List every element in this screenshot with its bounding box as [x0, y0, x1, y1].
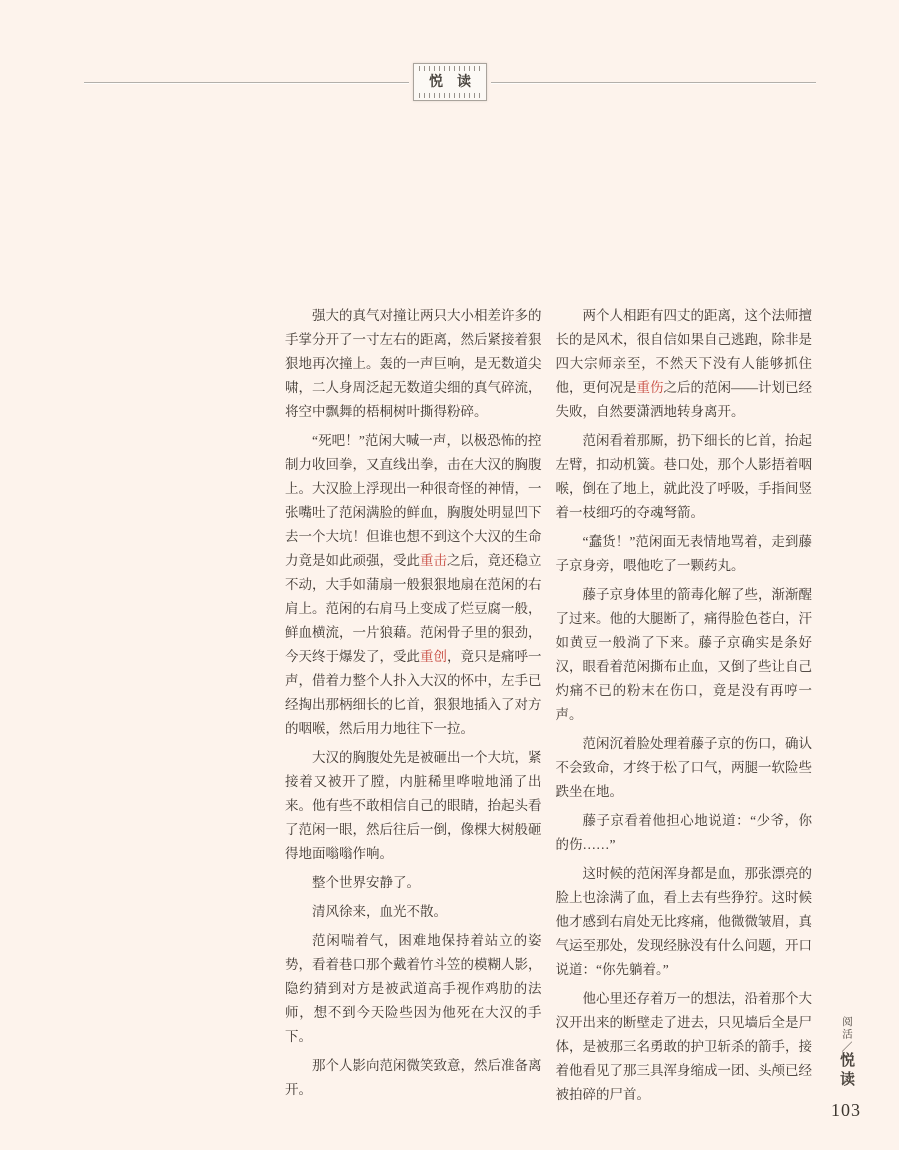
paragraph: 整个世界安静了。: [312, 875, 420, 890]
paragraph: 藤子京看着他担心地说道：“少爷，你的伤……”: [555, 813, 812, 852]
paragraph: 两个人相距有四丈的距离，这个法师擅长的是风术，很自信如果自己逃跑，除非是四大宗师亲至，不然天下没有人能够抓住他，更何况是重伤之后的范闲——计划已经失败，自然要潇洒地转身离开。: [555, 308, 812, 419]
page-header: [84, 62, 816, 102]
paragraph: 范闲喘着气，困难地保持着站立的姿势，看着巷口那个戴着竹斗笠的模糊人影，隐约猜到对方是被武道高手视作鸡肋的法师，想不到今天险些因为他死在大汉的手下。: [285, 933, 542, 1044]
paragraph: 他心里还存着万一的想法，沿着那个大汉开出来的断壁走了进去，只见墙后全是尸体，是被那三名勇敢的护卫斩杀的箭手，接着他看见了那三具浑身缩成一团、头颅已经被拍碎的尸首。: [555, 991, 812, 1102]
paragraph: 大汉的胸腹处先是被砸出一个大坑，紧接着又被开了膛，内脏稀里哗啦地涌了出来。他有些不敢相信自己的眼睛，抬起头看了范闲一眼，然后往后一倒，像棵大树般砸得地面嗡嗡作响。: [285, 750, 542, 861]
seal-stitch-bottom: [419, 93, 481, 98]
paragraph: 范闲沉着脸处理着藤子京的伤口，确认不会致命，才终于松了口气，两腿一软险些跌坐在地。: [555, 736, 812, 799]
text-column-left: [285, 304, 542, 1112]
category-separator: ／: [840, 1041, 852, 1052]
paragraph: “蠢货！”范闲面无表情地骂着，走到藤子京身旁，喂他吃了一颗药丸。: [555, 534, 812, 573]
paragraph: 清风徐来，血光不散。: [312, 904, 447, 919]
section-seal-label: 悦读: [429, 74, 485, 90]
paragraph: 那个人影向范闲微笑致意，然后准备离开。: [285, 1058, 542, 1097]
seal-stitch-top: [419, 66, 481, 71]
paragraph: 这时候的范闲浑身都是血，那张漂亮的脸上也涂满了血，看上去有些狰狞。这时候他才感到右肩处无比疼痛，他微微皱眉，真气运至那处，发现经脉没有什么问题，开口说道：“你先躺着。”: [555, 866, 812, 977]
article-body: [285, 304, 812, 1112]
category-small-label: 阅活: [841, 1016, 852, 1041]
page-number: 103: [831, 1100, 861, 1120]
paragraph: 藤子京身体里的箭毒化解了些，渐渐醒了过来。他的大腿断了，痛得脸色苍白，汗如黄豆一般淌了下来。藤子京确实是条好汉，眼看着范闲撕布止血，又倒了些让自己灼痛不已的粉末在伤口，竟是没有再哼一声。: [555, 587, 812, 722]
paragraph: 强大的真气对撞让两只大小相差许多的手掌分开了一寸左右的距离，然后紧接着狠狠地再次撞上。轰的一声巨响，是无数道尖啸，二人身周泛起无数道尖细的真气碎流，将空中飘舞的梧桐树叶撕得粉碎。: [285, 308, 542, 419]
highlighted-term: 重击: [420, 553, 447, 568]
section-seal-stamp: [413, 63, 487, 101]
highlighted-term: 重创: [420, 649, 447, 664]
header-rule-left: [84, 82, 409, 83]
highlighted-term: 重伤: [636, 380, 664, 395]
page-margin-info: [833, 1016, 859, 1121]
paragraph: “死吧！”范闲大喊一声，以极恐怖的控制力收回拳，又直线出拳，击在大汉的胸腹上。大汉脸上浮现出一种很奇怪的神情，一张嘴吐了范闲满脸的鲜血，胸腹处明显凹下去一个大坑！但谁也想不到这个大汉的生命力竟是如此顽强，受此重击之后，竟还稳立不动，大手如蒲扇一般狠狠地扇在范闲的右肩上。范闲的右肩马上变成了烂豆腐一般，鲜血横流，一片狼藉。范闲骨子里的狠劲，今天终于爆发了，受此重创，竟只是痛呼一声，借着力整个人扑入大汉的怀中，左手已经掏出那柄细长的匕首，狠狠地插入了对方的咽喉，然后用力地往下一拉。: [285, 433, 542, 736]
paragraph: 范闲看着那厮，扔下细长的匕首，抬起左臂，扣动机簧。巷口处，那个人影捂着咽喉，倒在了地上，就此没了呼吸，手指间竖着一枝细巧的夺魂弩箭。: [555, 433, 812, 520]
category-label: [836, 1016, 856, 1090]
header-rule-right: [491, 82, 816, 83]
text-column-right: [556, 304, 813, 1112]
category-large-label: 悦读: [838, 1052, 854, 1090]
